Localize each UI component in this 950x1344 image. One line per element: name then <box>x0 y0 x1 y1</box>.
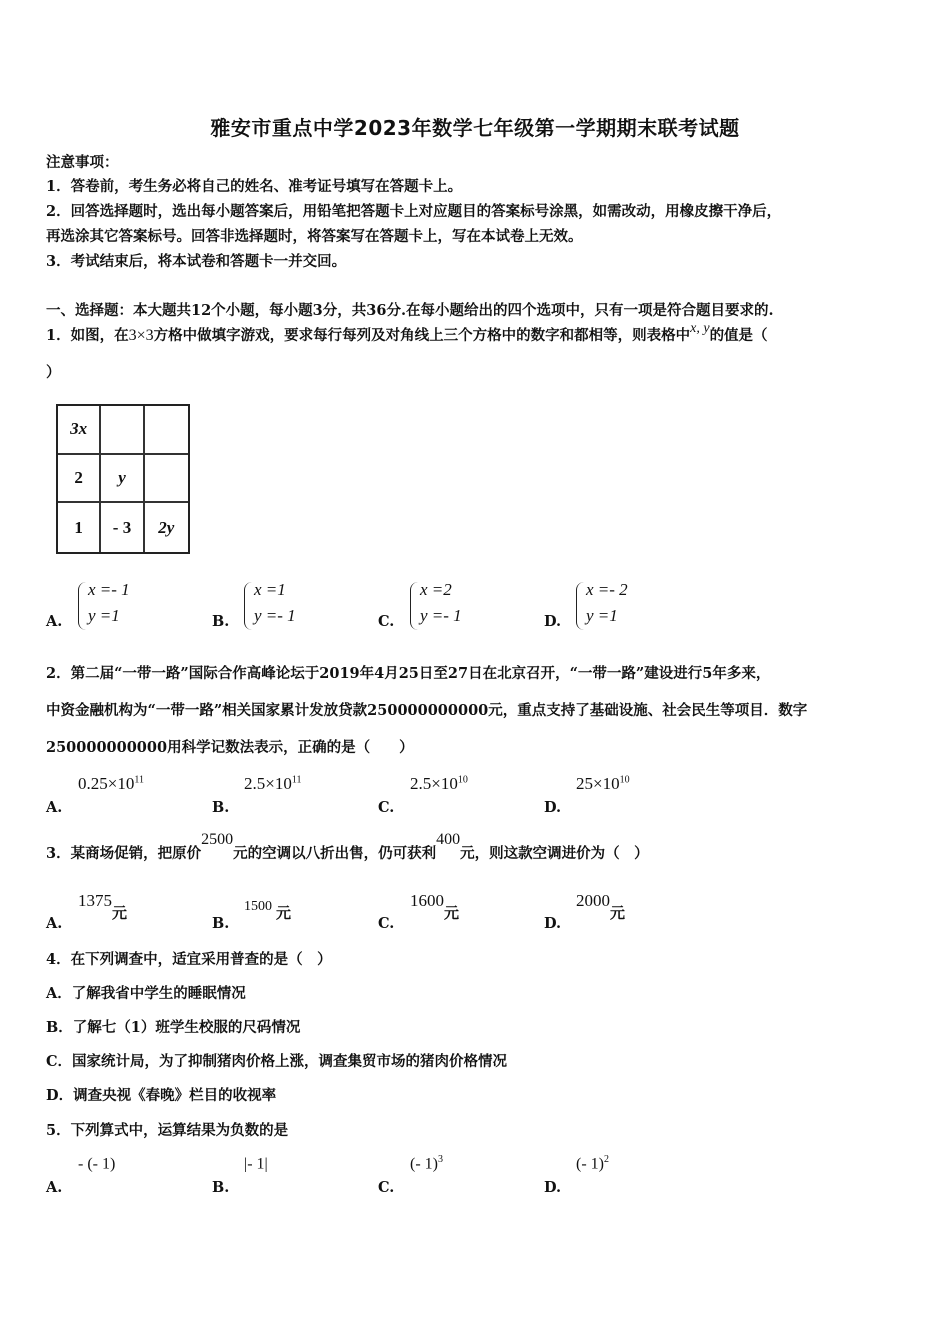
q4-option-a[interactable]: A．了解我省中学生的睡眠情况 <box>46 985 246 1002</box>
q1-grid-size: 3×3 <box>128 327 154 344</box>
grid-cell: y <box>101 455 144 504</box>
brace-icon <box>410 582 419 630</box>
brace-icon <box>78 582 87 630</box>
notice-item-2-cont: 再选涂其它答案标号。回答非选择题时，将答案写在答题卡上，写在本试卷上无效。 <box>46 228 583 245</box>
q1-option-b[interactable]: B. x =1 y =- 1 <box>212 584 412 640</box>
section-heading: 一、选择题：本大题共12个小题，每小题3分，共36分.在每小题给出的四个选项中，只有一项是符合题目要求的. <box>46 302 774 319</box>
grid-cell: 2 <box>58 455 101 504</box>
q5-options <box>46 1150 906 1206</box>
q2-option-a[interactable]: A. $0.25\times 10^{11}$ <box>46 774 144 816</box>
q2-option-b[interactable]: B. $2.5\times 10^{11}$ <box>212 774 302 816</box>
q4-stem: 4．在下列调查中，适宜采用普查的是（ ） <box>46 951 332 968</box>
grid-cell: - 3 <box>101 503 144 552</box>
q1-option-d[interactable]: D. x =- 2 y =1 <box>544 584 744 640</box>
q2-stem-1: 2．第二届“一带一路”国际合作高峰论坛于2019年4月25日至27日在北京召开，“一带一路”建设进行5年多来， <box>46 665 771 682</box>
grid-cell: 3x <box>58 406 101 455</box>
q2-option-c[interactable]: C. $2.5\times 10^{10}$ <box>378 774 468 816</box>
grid-cell <box>101 406 144 455</box>
q5-option-c[interactable]: C. (- 1)$^3$ <box>378 1154 443 1196</box>
q4-option-b[interactable]: B．了解七（1）班学生校服的尺码情况 <box>46 1019 301 1036</box>
q1-stem: 1．如图，在3×3方格中做填字游戏，要求每行每列及对角线上三个方格中的数字和都相等，则表格中x, y的值是（ <box>46 321 768 344</box>
q1-stem-close: ） <box>46 364 61 381</box>
equation-system: x =1 y =- 1 <box>244 578 334 634</box>
grid-cell: 1 <box>58 503 101 552</box>
q1-option-c[interactable]: C. x =2 y =- 1 <box>378 584 578 640</box>
notice-item-3: 3．考试结束后，将本试卷和答题卡一并交回。 <box>46 253 347 270</box>
q1-vars: x, y <box>690 321 710 336</box>
q4-option-c[interactable]: C．国家统计局，为了抑制猪肉价格上涨，调查集贸市场的猪肉价格情况 <box>46 1053 508 1070</box>
q4-option-d[interactable]: D．调查央视《春晚》栏目的收视率 <box>46 1087 277 1104</box>
brace-icon <box>576 582 585 630</box>
q5-option-a[interactable]: A. - (- 1) <box>46 1155 116 1196</box>
equation-system: x =- 2 y =1 <box>576 578 666 634</box>
brace-icon <box>244 582 253 630</box>
grid-cell <box>145 455 188 504</box>
q3-price: 2500 <box>201 831 234 848</box>
q5-option-b[interactable]: B. |- 1| <box>212 1155 268 1196</box>
q3-option-d[interactable]: D. 2000元 <box>544 891 626 932</box>
q3-option-b[interactable]: B. 1500 元 <box>212 899 292 932</box>
q5-option-d[interactable]: D. (- 1)$^2$ <box>544 1154 609 1196</box>
q3-option-c[interactable]: C. 1600元 <box>378 891 460 932</box>
notice-item-2: 2．回答选择题时，选出每小题答案后，用铅笔把答题卡上对应题目的答案标号涂黑，如需改动，用橡皮擦干净后， <box>46 203 782 220</box>
equation-system: x =2 y =- 1 <box>410 578 500 634</box>
q1-option-a[interactable]: A. x =- 1 y =1 <box>46 584 246 640</box>
q2-options <box>46 770 906 826</box>
q2-stem-3: 250000000000用科学记数法表示，正确的是（ ） <box>46 739 414 756</box>
q3-option-a[interactable]: A. 1375元 <box>46 891 128 932</box>
grid-cell <box>145 406 188 455</box>
q3-options <box>46 886 906 942</box>
q5-stem: 5．下列算式中，运算结果为负数的是 <box>46 1122 289 1139</box>
equation-system: x =- 1 y =1 <box>78 578 168 634</box>
q1-figure-grid <box>56 404 190 554</box>
notice-item-1: 1．答卷前，考生务必将自己的姓名、准考证号填写在答题卡上。 <box>46 178 463 195</box>
q2-stem-2: 中资金融机构为“一带一路”相关国家累计发放贷款250000000000元，重点支持了基础设施、社会民生等项目．数字 <box>46 702 808 719</box>
notice-heading: 注意事项： <box>46 154 119 171</box>
q2-option-d[interactable]: D. $25\times 10^{10}$ <box>544 774 630 816</box>
page-title: 雅安市重点中学2023年数学七年级第一学期期末联考试题 <box>210 116 740 140</box>
q3-profit: 400 <box>436 831 461 848</box>
q3-stem: 3．某商场促销，把原价2500元的空调以八折出售，仍可获利400元，则这款空调进价为（ ） <box>46 831 649 862</box>
grid-cell: 2y <box>158 517 175 537</box>
q1-options <box>46 580 906 640</box>
